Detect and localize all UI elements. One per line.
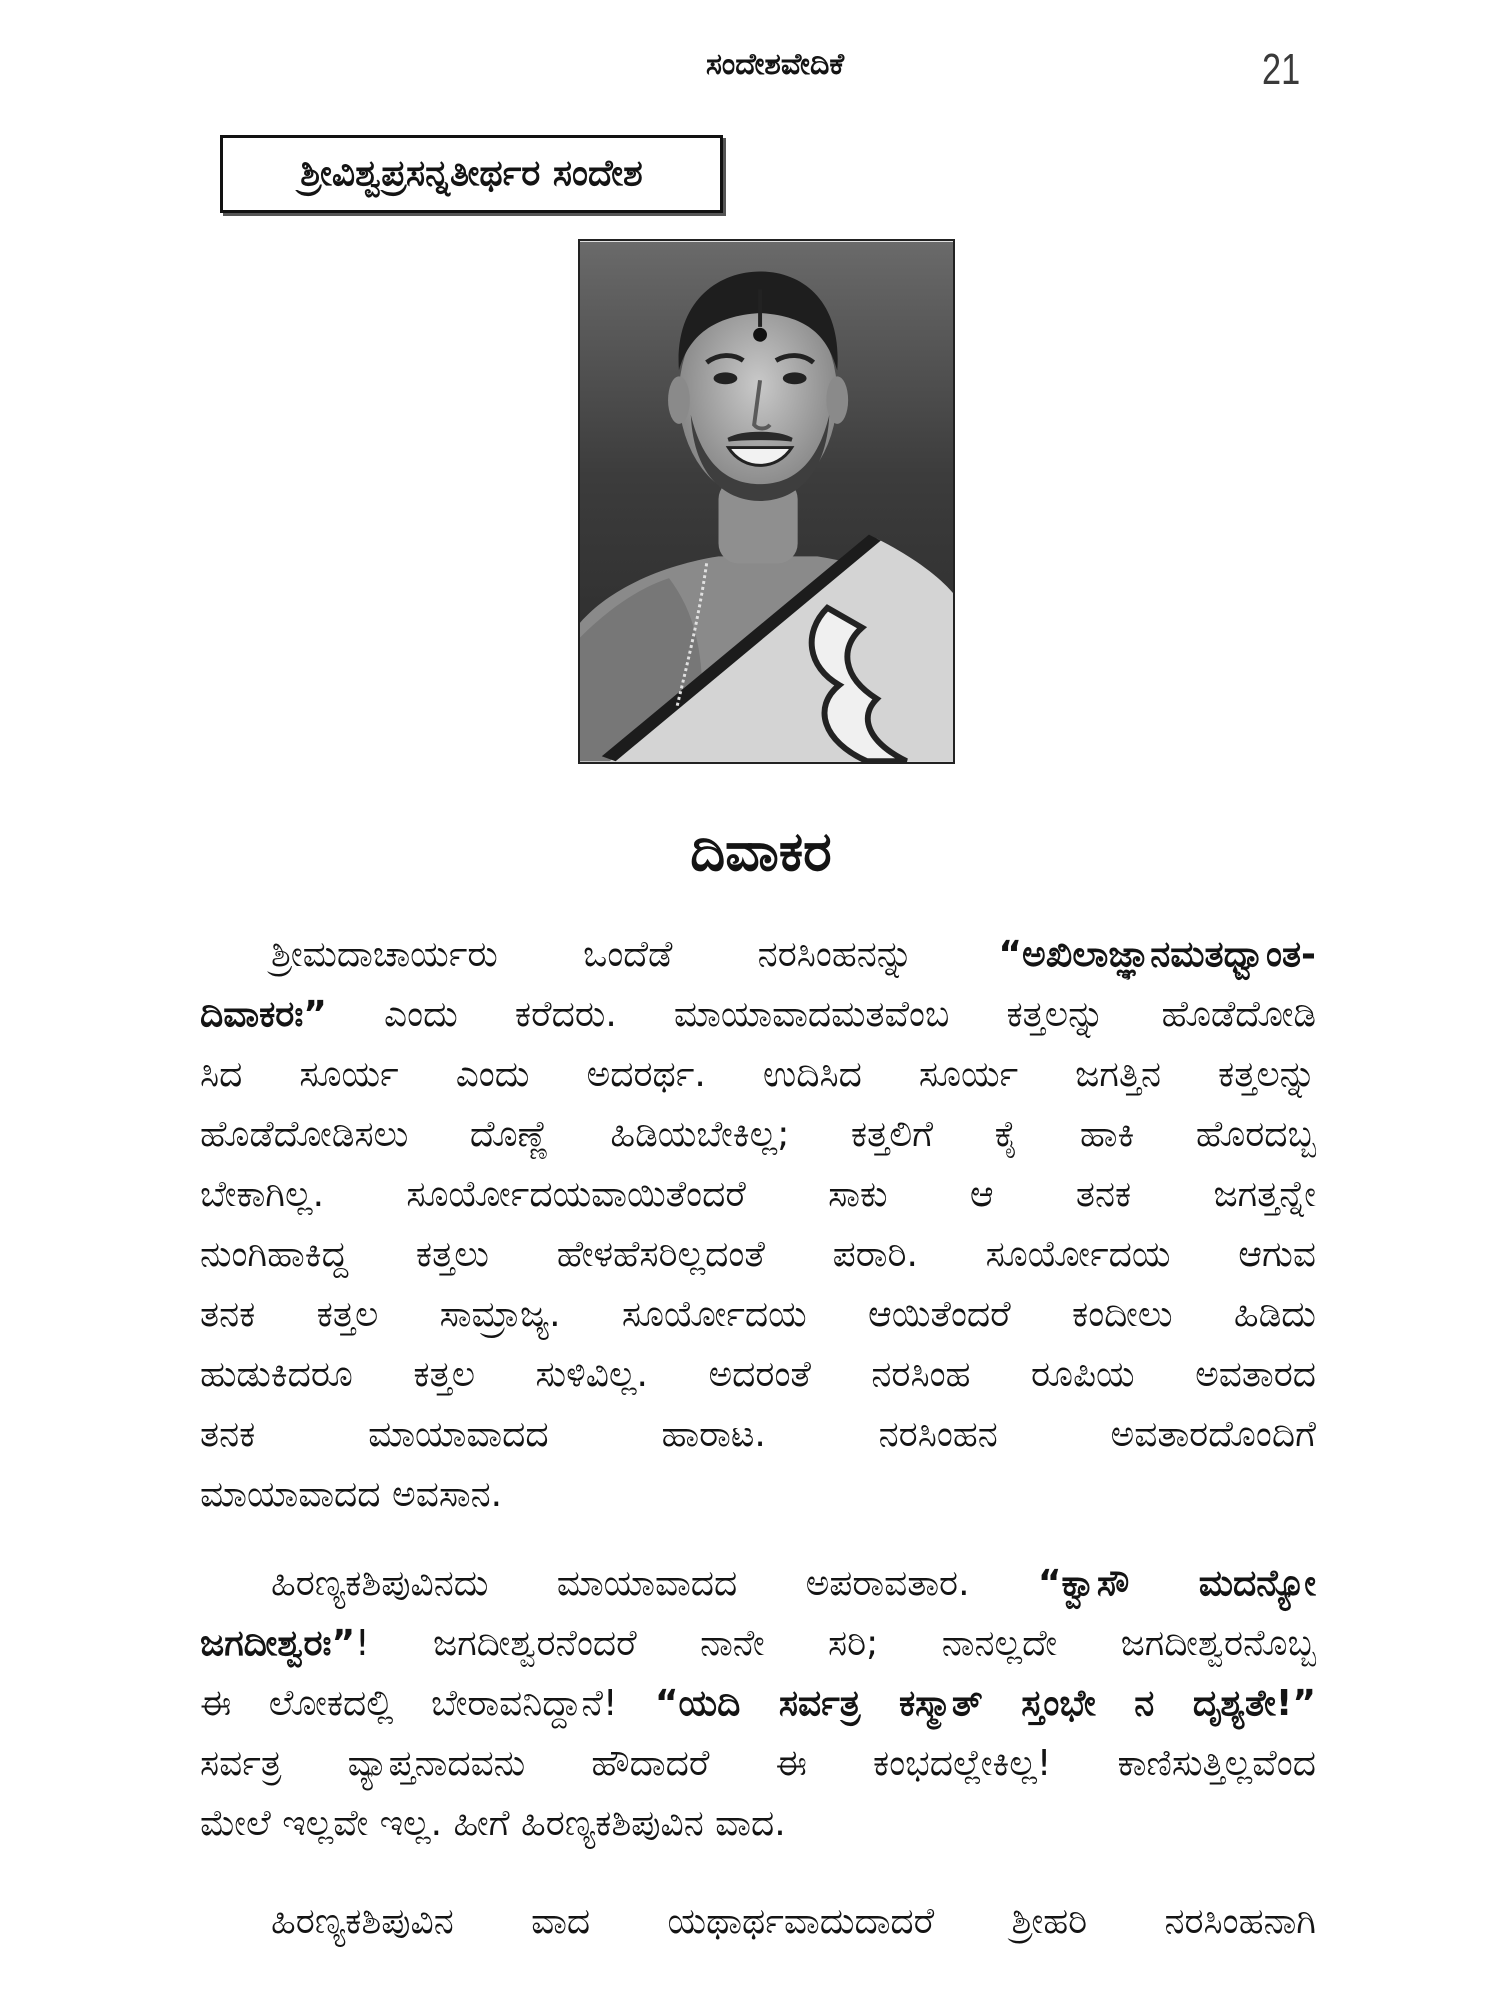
text-line (200, 1614, 1316, 1674)
text-line (200, 1045, 1316, 1105)
left-eye (714, 372, 738, 384)
paragraph (200, 925, 1316, 1525)
text-line (200, 1345, 1316, 1405)
text-line (200, 1105, 1316, 1165)
portrait-photo (578, 239, 955, 764)
text-run: ಈ ಲೋಕದಲ್ಲಿ ಬೇರಾವನಿದ್ದಾನೆ! (200, 1683, 655, 1724)
paragraph (200, 1554, 1316, 1854)
text-run: ತನಕ ಮಾಯಾವಾದದ ಹಾರಾಟ. ನರಸಿಂಹನ ಅವತಾರದೊಂದಿಗೆ (200, 1414, 1316, 1455)
right-eye (783, 372, 807, 384)
text-run: ಮಾಯಾವಾದದ ಅವಸಾನ. (200, 1474, 503, 1515)
paragraph (200, 1892, 1316, 1952)
text-line (200, 1465, 1316, 1525)
page-number: 21 (1262, 45, 1301, 94)
text-line (200, 1892, 1316, 1952)
text-line (200, 1405, 1316, 1465)
text-line (200, 985, 1316, 1045)
bold-quotation: “ಕ್ವಾಸೌ ಮದನ್ಯೋ (1037, 1563, 1316, 1604)
text-run: ಹಿರಣ್ಯಕಶಿಪುವಿನ ವಾದ ಯಥಾರ್ಥವಾದುದಾದರೆ ಶ್ರೀಹರಿ ನರಸಿಂಹನಾಗಿ (271, 1901, 1316, 1942)
text-run: ಸರ್ವತ್ರ ವ್ಯಾಪ್ತನಾದವನು ಹೌದಾದರೆ ಈ ಕಂಭದಲ್ಲೇಕಿಲ್ಲ! ಕಾಣಿಸುತ್ತಿಲ್ಲವೆಂದ (200, 1743, 1316, 1784)
text-line (200, 1674, 1316, 1734)
tilak-dot (753, 328, 767, 342)
bold-quotation: “ಯದಿ ಸರ್ವತ್ರ ಕಸ್ಮಾತ್ ಸ್ತಂಭೇ ನ ದೃಶ್ಯತೇ!” (654, 1683, 1316, 1724)
left-ear (668, 376, 690, 423)
text-run: ಸಿದ ಸೂರ್ಯ ಎಂದು ಅದರರ್ಥ. ಉದಿಸಿದ ಸೂರ್ಯ ಜಗತ್ತಿನ ಕತ್ತಲನ್ನು (200, 1054, 1316, 1095)
text-run: ಬೇಕಾಗಿಲ್ಲ. ಸೂರ್ಯೋದಯವಾಯಿತೆಂದರೆ ಸಾಕು ಆ ತನಕ ಜಗತ್ತನ್ನೇ (200, 1174, 1316, 1215)
text-line (200, 1794, 1316, 1854)
text-run: ಹುಡುಕಿದರೂ ಕತ್ತಲ ಸುಳಿವಿಲ್ಲ. ಅದರಂತೆ ನರಸಿಂಹ ರೂಪಿಯ ಅವತಾರದ (200, 1354, 1316, 1395)
bold-quotation: ದಿವಾಕರಃ” (200, 994, 327, 1035)
bold-quotation: ಜಗದೀಶ್ವರಃ” (200, 1623, 356, 1664)
text-line (200, 1734, 1316, 1794)
text-run: ಎಂದು ಕರೆದರು. ಮಾಯಾವಾದಮತವೆಂಬ ಕತ್ತಲನ್ನು ಹೊಡೆದೋಡಿ (326, 994, 1316, 1035)
running-title: ಸಂದೇಶವೇದಿಕೆ (705, 47, 845, 82)
text-line (200, 1554, 1316, 1614)
section-title-box (220, 135, 723, 213)
text-run: ಹೊಡೆದೋಡಿಸಲು ದೊಣ್ಣೆ ಹಿಡಿಯಬೇಕಿಲ್ಲ; ಕತ್ತಲಿಗೆ ಕೈ ಹಾಕಿ ಹೊರದಬ್ಬ (200, 1114, 1316, 1155)
right-ear (826, 376, 848, 423)
mustache (728, 434, 791, 440)
text-run: ಮೇಲೆ ಇಲ್ಲವೇ ಇಲ್ಲ. ಹೀಗೆ ಹಿರಣ್ಯಕಶಿಪುವಿನ ವಾದ. (200, 1803, 786, 1844)
bold-quotation: “ಅಖಿಲಾಜ್ಞಾನಮತಧ್ವಾಂತ- (998, 934, 1316, 975)
text-run: ಹಿರಣ್ಯಕಶಿಪುವಿನದು ಮಾಯಾವಾದದ ಅಪರಾವತಾರ. (271, 1563, 1038, 1604)
text-run: ಶ್ರೀಮದಾಚಾರ್ಯರು ಒಂದೆಡೆ ನರಸಿಂಹನನ್ನು (271, 934, 999, 975)
text-line (200, 925, 1316, 985)
text-run: ನುಂಗಿಹಾಕಿದ್ದ ಕತ್ತಲು ಹೇಳಹೆಸರಿಲ್ಲದಂತೆ ಪರಾರಿ. ಸೂರ್ಯೋದಯ ಆಗುವ (200, 1234, 1316, 1275)
portrait-image (580, 241, 953, 762)
section-title: ಶ್ರೀವಿಶ್ವಪ್ರಸನ್ನತೀರ್ಥರ ಸಂದೇಶ (300, 153, 643, 194)
text-run: ತನಕ ಕತ್ತಲ ಸಾಮ್ರಾಜ್ಯ. ಸೂರ್ಯೋದಯ ಆಯಿತೆಂದರೆ ಕಂದೀಲು ಹಿಡಿದು (200, 1294, 1316, 1335)
text-run: ! ಜಗದೀಶ್ವರನೆಂದರೆ ನಾನೇ ಸರಿ; ನಾನಲ್ಲದೇ ಜಗದೀಶ್ವರನೊಬ್ಬ (355, 1623, 1316, 1664)
article-title: ದಿವಾಕರ (690, 820, 832, 883)
text-line (200, 1225, 1316, 1285)
text-line (200, 1285, 1316, 1345)
text-line (200, 1165, 1316, 1225)
